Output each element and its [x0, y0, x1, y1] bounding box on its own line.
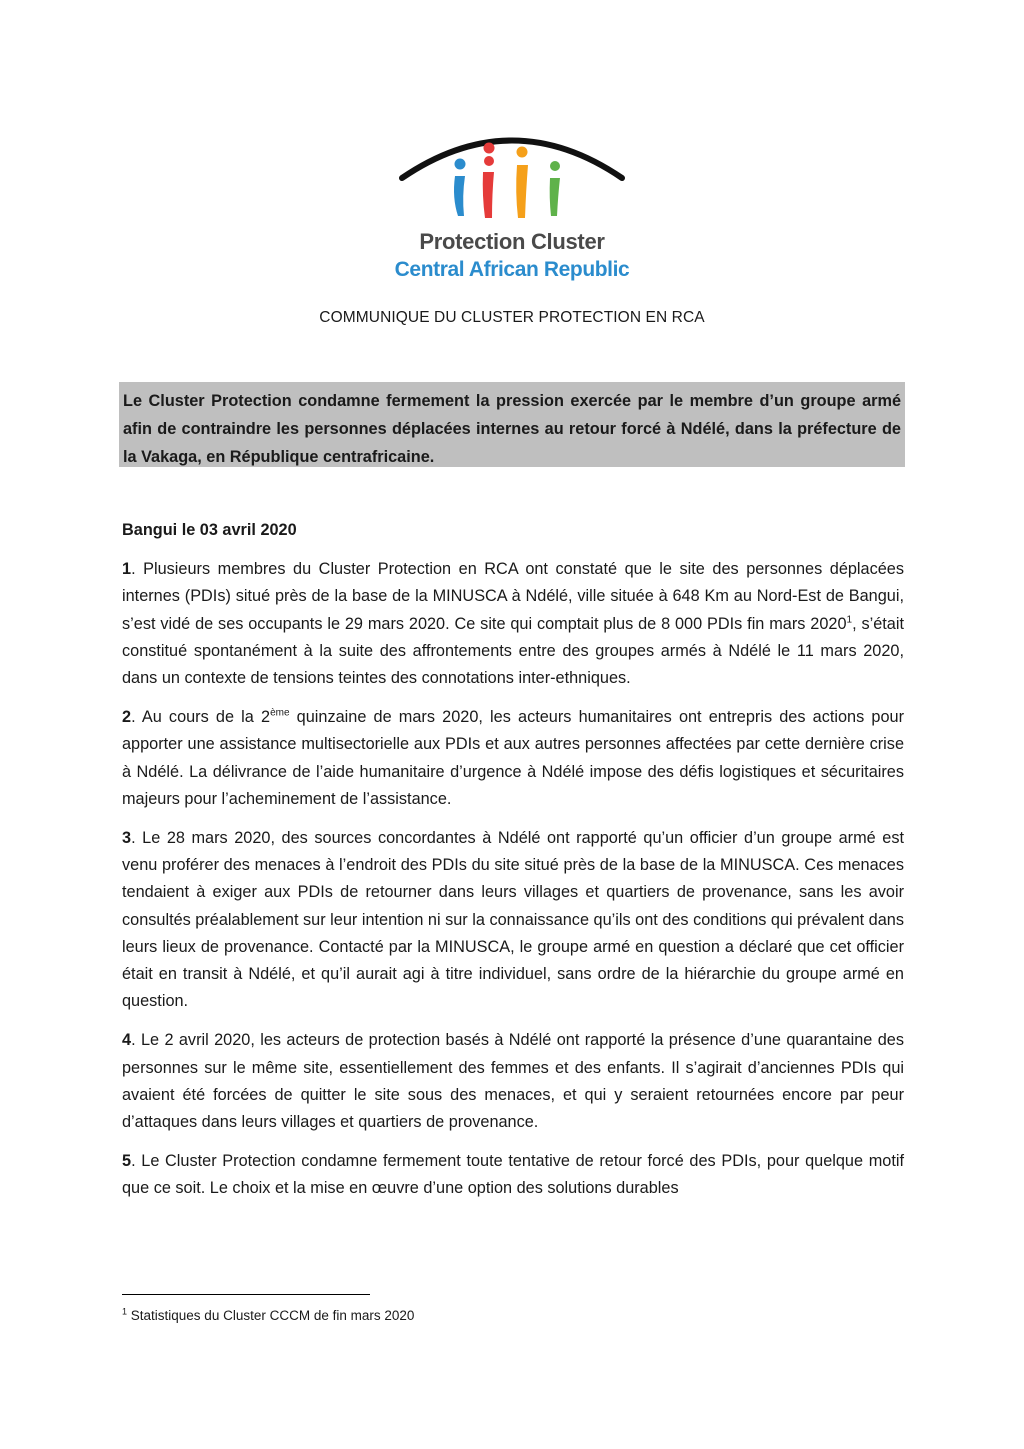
- paragraph-text: . Le 2 avril 2020, les acteurs de protection basés à Ndélé ont rapporté la présence d’une quarantaine des personnes sur le même site, essentiellement des femmes et des enfants. Il s’agirait d’anciennes PDIs qui avaient été forcées de quitter le site sous des menaces, et qui y seraient retournées encore par peur d’attaques dans leurs villages et quartiers de provenance.: [122, 1031, 904, 1132]
- paragraph-text: . Le 28 mars 2020, des sources concordantes à Ndélé ont rapporté qu’un officier d’un groupe armé est venu proférer des menaces à l’endroit des PDIs du site situé près de la base de la MINUSCA. Ces menaces tendaient à exiger aux PDIs de retourner dans leurs villages et quartiers de provenance, sans les avoir consultés préalablement sur leur intention ni sur la connaissance qu’ils ont des conditions qui prévalent dans leurs lieux de provenance. Contacté par la MINUSCA, le groupe armé en question a déclaré que cet officier était en transit à Ndélé, et qu’il aurait agi à titre individuel, sans ordre de la hiérarchie du groupe armé en question.: [122, 829, 904, 1011]
- footnote-mark: 1: [122, 1306, 128, 1317]
- document-title: COMMUNIQUE DU CLUSTER PROTECTION EN RCA: [319, 309, 705, 326]
- paragraph-1: [122, 556, 904, 692]
- paragraph-2: [122, 704, 904, 813]
- headline-box: Le Cluster Protection condamne fermement la pression exercée par le membre d’un groupe armé afin de contraindre les personnes déplacées internes au retour forcé à Ndélé, dans la préfecture de la Vakaga, en République centrafricaine.: [119, 382, 905, 467]
- logo-text-protection-cluster: Protection Cluster: [419, 229, 605, 254]
- footnote: [122, 1308, 414, 1323]
- paragraph-number: 4: [122, 1031, 132, 1050]
- date-line: Bangui le 03 avril 2020: [122, 521, 297, 539]
- footnote-reference[interactable]: 1: [846, 614, 853, 626]
- paragraph-text: . Au cours de la 2: [131, 708, 271, 727]
- paragraph-number: 2: [122, 708, 132, 727]
- paragraph-text: quinzaine de mars 2020, les acteurs humanitaires ont entrepris des actions pour apporter une assistance multisectorielle aux PDIs et aux autres personnes affectées par cette dernière crise à Ndélé. La délivrance de l’aide humanitaire d’urgence à Ndélé impose des défis logistiques et sécuritaires majeurs pour l’acheminement de l’assistance.: [122, 708, 904, 808]
- superscript: ème: [270, 707, 290, 719]
- logo-text-central-african-republic: Central African Republic: [394, 258, 630, 281]
- paragraph-text: . Plusieurs membres du Cluster Protection en RCA ont constaté que le site des personnes déplacées internes (PDIs) situé près de la base de la MINUSCA à Ndélé, ville située à 648 Km au Nord-Est de Bangui, s’est vidé de ses occupants le 29 mars 2020. Ce site qui comptait plus de 8 000 PDIs fin mars 2020: [122, 560, 904, 633]
- footnote-text: Statistiques du Cluster CCCM de fin mars 2020: [127, 1308, 415, 1323]
- paragraph-text: . Le Cluster Protection condamne fermement toute tentative de retour forcé des PDIs, pour quelque motif que ce soit. Le choix et la mise en œuvre d’une option des solutions durables: [122, 1152, 904, 1198]
- paragraph-5: [122, 1148, 904, 1202]
- paragraph-4: [122, 1027, 904, 1136]
- people-arc-icon: [392, 128, 632, 228]
- footnote-separator: [122, 1294, 370, 1295]
- paragraph-number: 3: [122, 829, 132, 848]
- paragraph-3: [122, 825, 904, 1015]
- paragraph-number: 5: [122, 1152, 132, 1171]
- document-body: [122, 517, 904, 1215]
- protection-cluster-logo: [392, 128, 632, 288]
- paragraph-number: 1: [122, 560, 132, 579]
- paragraph-text: , s’était constitué spontanément à la suite des affrontements entre des groupes armés à Ndélé le 11 mars 2020, dans un contexte de tensions teintes des connotations inter-ethniques.: [122, 614, 904, 688]
